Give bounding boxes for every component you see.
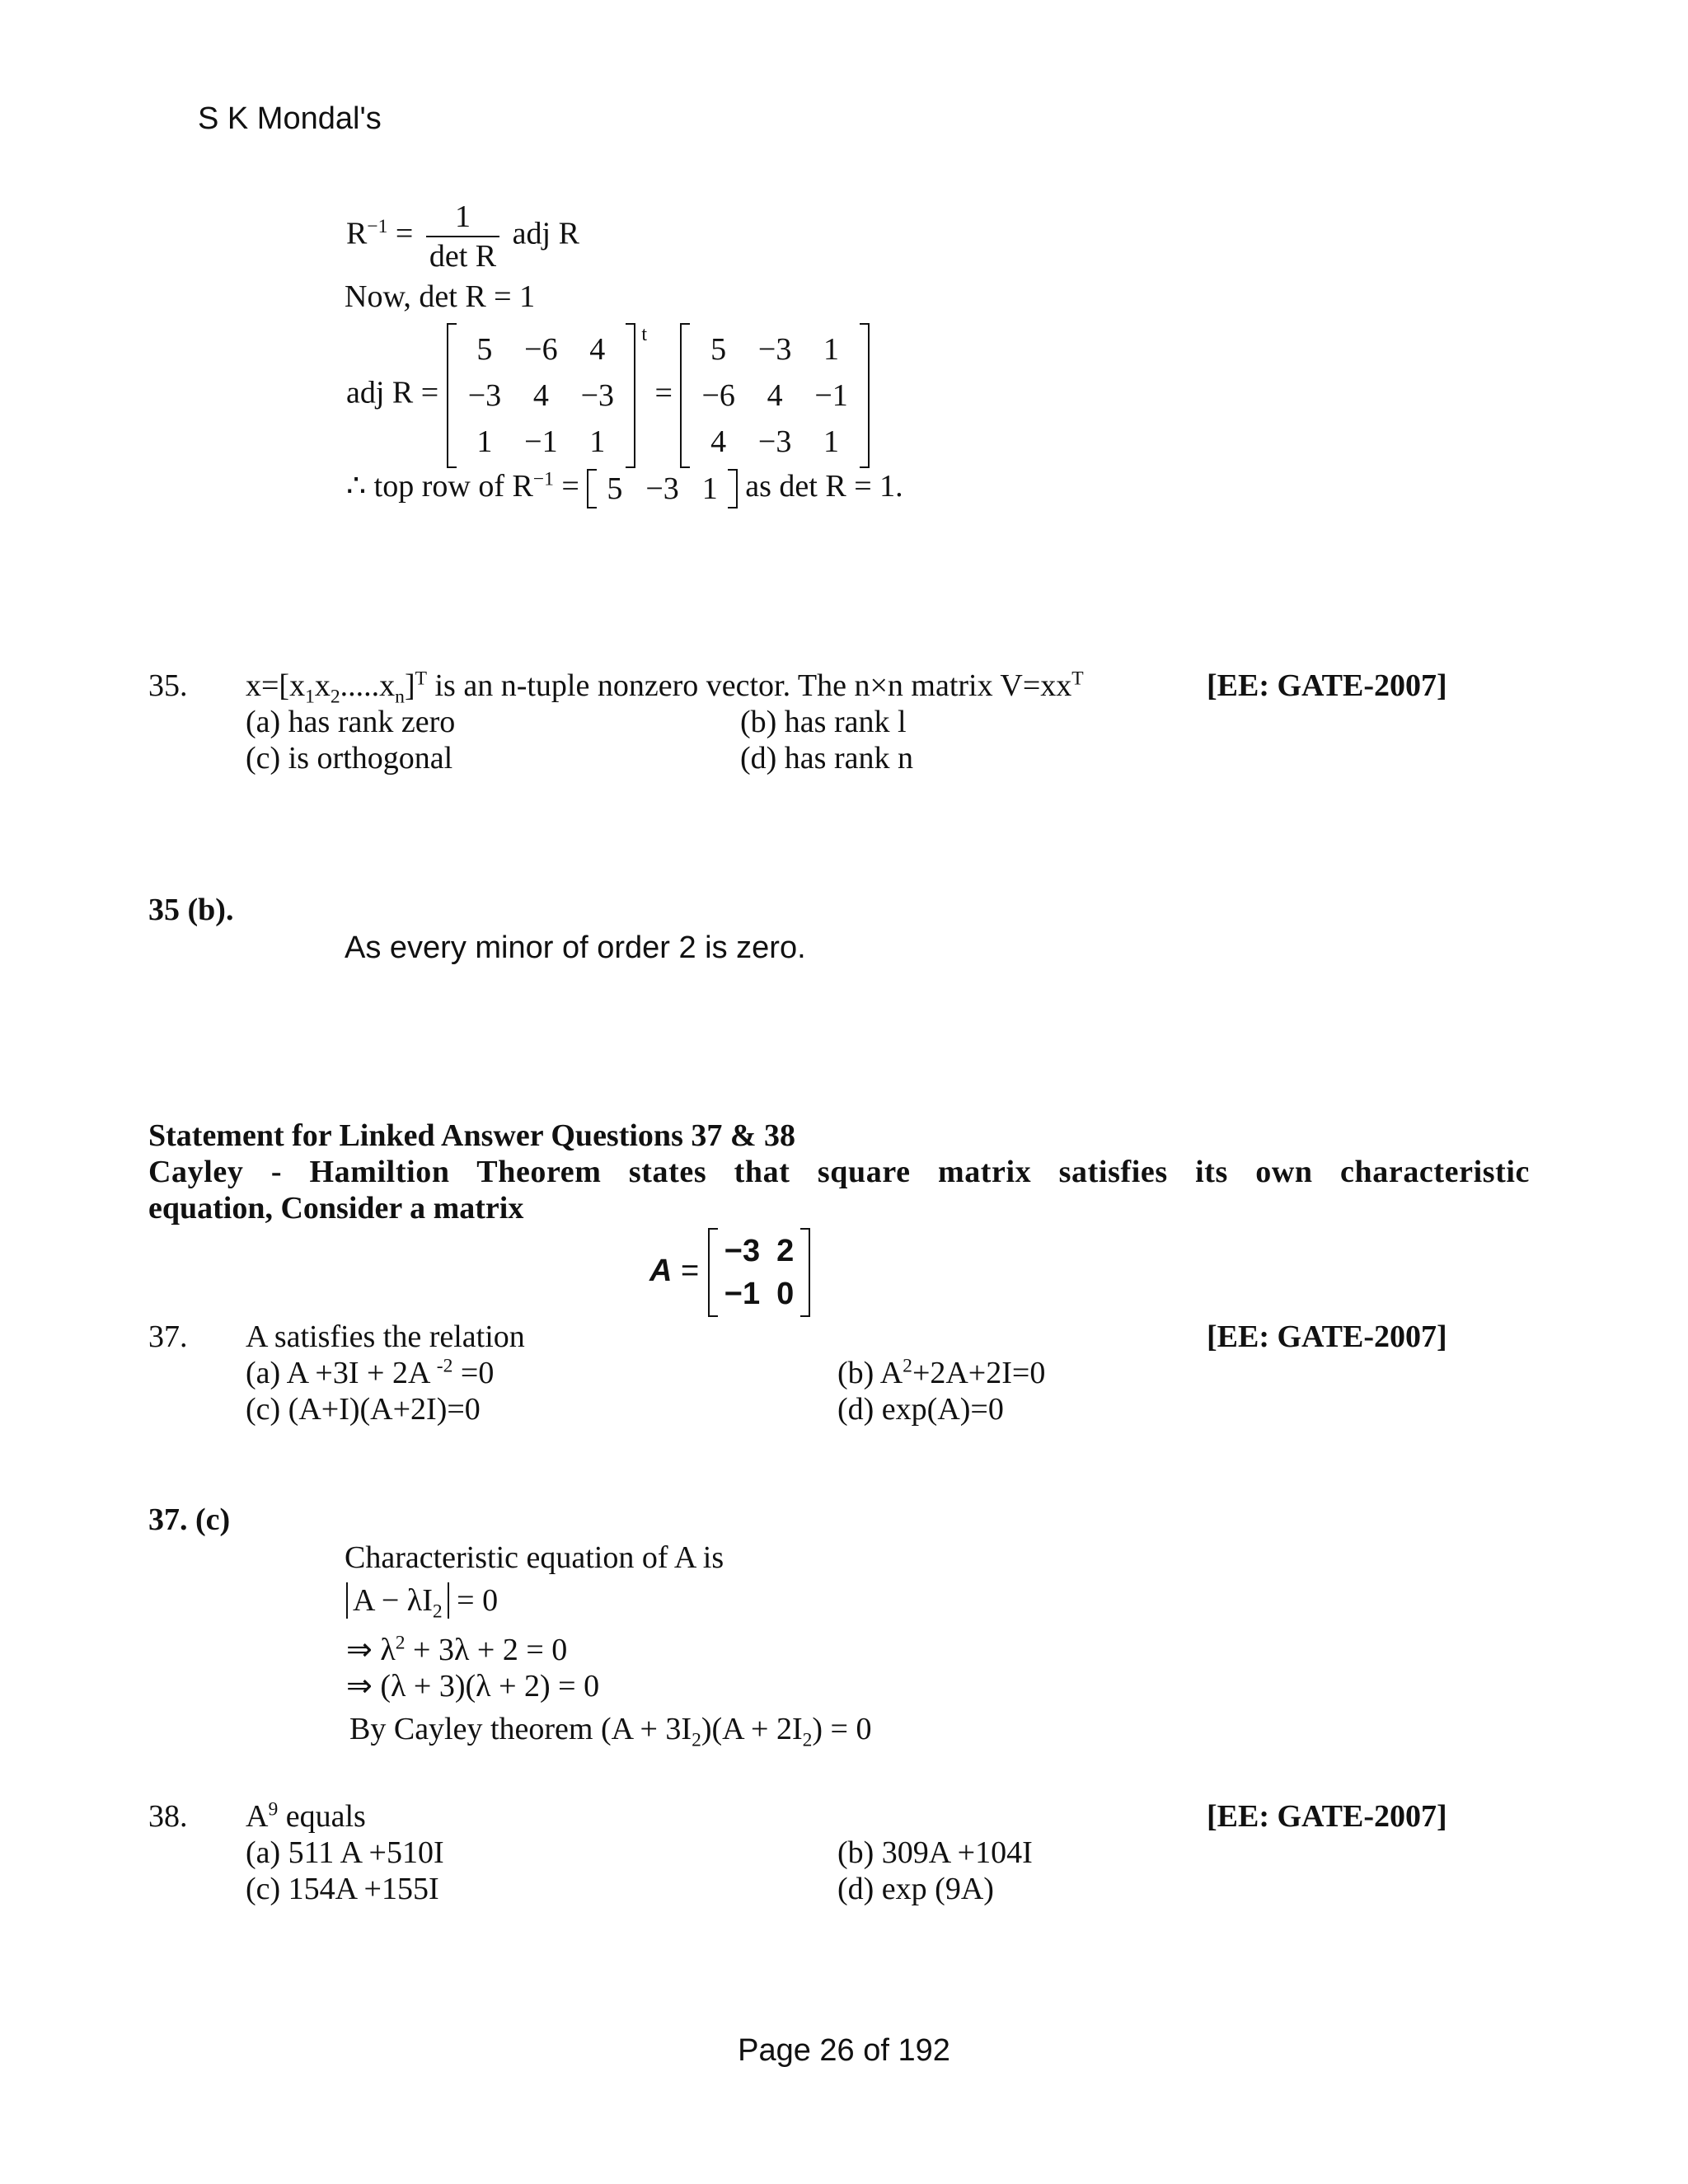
matrix-cell: 4 bbox=[767, 378, 783, 413]
adj-equation bbox=[346, 323, 870, 468]
exam-tag: [EE: GATE-2007] bbox=[1207, 668, 1447, 703]
option-b-sup: 2 bbox=[903, 1355, 912, 1377]
linked-line: equation, Consider a matrix bbox=[148, 1191, 524, 1226]
matrix-cell: 5 bbox=[607, 471, 623, 507]
option-b: (b) has rank l bbox=[740, 705, 907, 739]
eq-sub: 2 bbox=[802, 1729, 813, 1751]
inverse-lhs-sup: −1 bbox=[367, 216, 388, 238]
q35-sub: 1 bbox=[305, 686, 315, 708]
option-c: (c) is orthogonal bbox=[246, 741, 453, 776]
matrix-adjoint bbox=[680, 323, 869, 468]
answer-text: As every minor of order 2 is zero. bbox=[345, 930, 806, 965]
option-b bbox=[837, 1355, 1045, 1391]
matrix-cell: −3 bbox=[757, 332, 792, 367]
q38-part: equals bbox=[278, 1799, 366, 1834]
matrix-cell: 0 bbox=[776, 1276, 795, 1311]
top-row-line bbox=[346, 468, 903, 509]
matrix-original bbox=[447, 323, 648, 468]
eq-part: ) = 0 bbox=[812, 1712, 872, 1746]
option-a: (a) has rank zero bbox=[246, 705, 456, 739]
matrix-cell: −3 bbox=[724, 1233, 761, 1268]
page-number: Page 26 of 192 bbox=[738, 2033, 950, 2068]
option-a: (a) 511 A +510I bbox=[246, 1835, 444, 1870]
matrix-cell: −6 bbox=[701, 378, 735, 413]
inverse-formula bbox=[346, 198, 579, 275]
row-vector bbox=[587, 469, 737, 509]
eq-part: ⇒ λ bbox=[346, 1633, 396, 1667]
inverse-eq: = bbox=[395, 216, 414, 251]
matrix-cell: 1 bbox=[701, 471, 718, 507]
answer-line: Characteristic equation of A is bbox=[345, 1540, 724, 1575]
inverse-fraction bbox=[426, 198, 499, 275]
adj-eq: = bbox=[654, 375, 673, 410]
matrix-cell: 1 bbox=[823, 424, 840, 459]
inverse-rhs: adj R bbox=[512, 216, 579, 251]
matrix-cell: −3 bbox=[645, 471, 679, 507]
matrix-cell: 1 bbox=[476, 424, 493, 459]
answer-line: ⇒ (λ + 3)(λ + 2) = 0 bbox=[346, 1669, 600, 1704]
linked-title: Statement for Linked Answer Questions 37 & 38 bbox=[148, 1118, 796, 1153]
matrix-cell: −1 bbox=[724, 1276, 761, 1311]
answer-label: 37. (c) bbox=[148, 1502, 231, 1537]
matrix-cell: 1 bbox=[589, 424, 606, 459]
q35-sub: 2 bbox=[330, 686, 340, 708]
question-number: 38. bbox=[148, 1799, 188, 1834]
matrix-cell: 4 bbox=[532, 378, 549, 413]
fraction-denominator: det R bbox=[429, 239, 497, 274]
question-35-text bbox=[246, 668, 1084, 708]
top-row-prefix: ∴ top row of R bbox=[346, 469, 533, 504]
q35-sub: n bbox=[395, 686, 405, 708]
determinant-bars bbox=[346, 1582, 449, 1623]
q35-part: ] bbox=[404, 668, 415, 703]
inverse-lhs: R bbox=[346, 216, 368, 251]
transpose-sup: t bbox=[641, 324, 648, 345]
top-row-eq: = bbox=[561, 469, 579, 504]
q35-part: x bbox=[314, 668, 331, 703]
matrix-cell: 4 bbox=[710, 424, 727, 459]
matrix-eq: = bbox=[681, 1254, 700, 1289]
matrix-cell: −3 bbox=[580, 378, 615, 413]
matrix-cell: −6 bbox=[524, 332, 558, 367]
linked-line: Cayley - Hamiltion Theorem states that square matrix satisfies its own characteristic bbox=[148, 1155, 1530, 1189]
option-a-text: =0 bbox=[452, 1356, 495, 1390]
eq-sub: 2 bbox=[692, 1729, 701, 1751]
top-row-sup: −1 bbox=[532, 468, 554, 490]
matrix-cell: 4 bbox=[589, 332, 606, 367]
exam-tag: [EE: GATE-2007] bbox=[1207, 1319, 1447, 1354]
det-inner: A − λI bbox=[353, 1583, 433, 1618]
det-line: Now, det R = 1 bbox=[345, 279, 536, 314]
q35-sup: T bbox=[1071, 668, 1084, 690]
option-d: (d) exp(A)=0 bbox=[837, 1392, 1004, 1427]
q35-part: is an n-tuple nonzero vector. The n×n matrix V=xx bbox=[426, 668, 1072, 703]
answer-line bbox=[346, 1632, 567, 1668]
fraction-numerator: 1 bbox=[426, 198, 499, 237]
matrix-cell: −1 bbox=[524, 424, 558, 459]
matrix-cell: 1 bbox=[823, 332, 840, 367]
option-d: (d) exp (9A) bbox=[837, 1872, 994, 1906]
eq-sup: 2 bbox=[395, 1632, 406, 1654]
det-post: = 0 bbox=[448, 1583, 499, 1618]
matrix-cell: 5 bbox=[710, 332, 727, 367]
option-b: (b) 309A +104I bbox=[837, 1835, 1033, 1870]
answer-label: 35 (b). bbox=[148, 893, 234, 927]
question-number: 35. bbox=[148, 668, 188, 703]
matrix-cell: −3 bbox=[757, 424, 792, 459]
q38-sup: 9 bbox=[268, 1798, 279, 1821]
matrix-cell: −3 bbox=[467, 378, 502, 413]
option-a-sup: -2 bbox=[436, 1355, 453, 1377]
det-sub: 2 bbox=[432, 1601, 443, 1623]
matrix-cell: −1 bbox=[814, 378, 848, 413]
exam-tag: [EE: GATE-2007] bbox=[1207, 1799, 1447, 1834]
eq-part: )(A + 2I bbox=[701, 1712, 803, 1746]
q38-part: A bbox=[246, 1799, 269, 1834]
matrix-A bbox=[708, 1228, 810, 1317]
running-header: S K Mondal's bbox=[198, 101, 382, 136]
q35-part: .....x bbox=[340, 668, 396, 703]
matrix-cell: 5 bbox=[476, 332, 493, 367]
eq-part: + 3λ + 2 = 0 bbox=[405, 1633, 568, 1667]
matrix-label: A bbox=[649, 1254, 673, 1289]
adj-lhs: adj R = bbox=[346, 375, 439, 410]
option-c: (c) 154A +155I bbox=[246, 1872, 439, 1906]
q35-sup: T bbox=[415, 668, 427, 690]
option-c: (c) (A+I)(A+2I)=0 bbox=[246, 1392, 481, 1427]
question-text bbox=[246, 1798, 366, 1835]
q35-part: x=[x bbox=[246, 668, 306, 703]
eq-part: By Cayley theorem (A + 3I bbox=[349, 1712, 692, 1746]
answer-line bbox=[349, 1711, 872, 1751]
option-b-text: (b) A bbox=[837, 1356, 903, 1390]
option-a bbox=[246, 1355, 494, 1391]
option-a-text: (a) A +3I + 2A bbox=[246, 1356, 437, 1390]
matrix-definition bbox=[649, 1228, 810, 1317]
question-number: 37. bbox=[148, 1319, 188, 1354]
matrix-cell: 2 bbox=[776, 1233, 795, 1268]
top-row-suffix: as det R = 1. bbox=[745, 469, 903, 504]
question-text: A satisfies the relation bbox=[246, 1319, 525, 1354]
option-d: (d) has rank n bbox=[740, 741, 913, 776]
option-b-text: +2A+2I=0 bbox=[912, 1356, 1046, 1390]
answer-line bbox=[346, 1582, 499, 1623]
